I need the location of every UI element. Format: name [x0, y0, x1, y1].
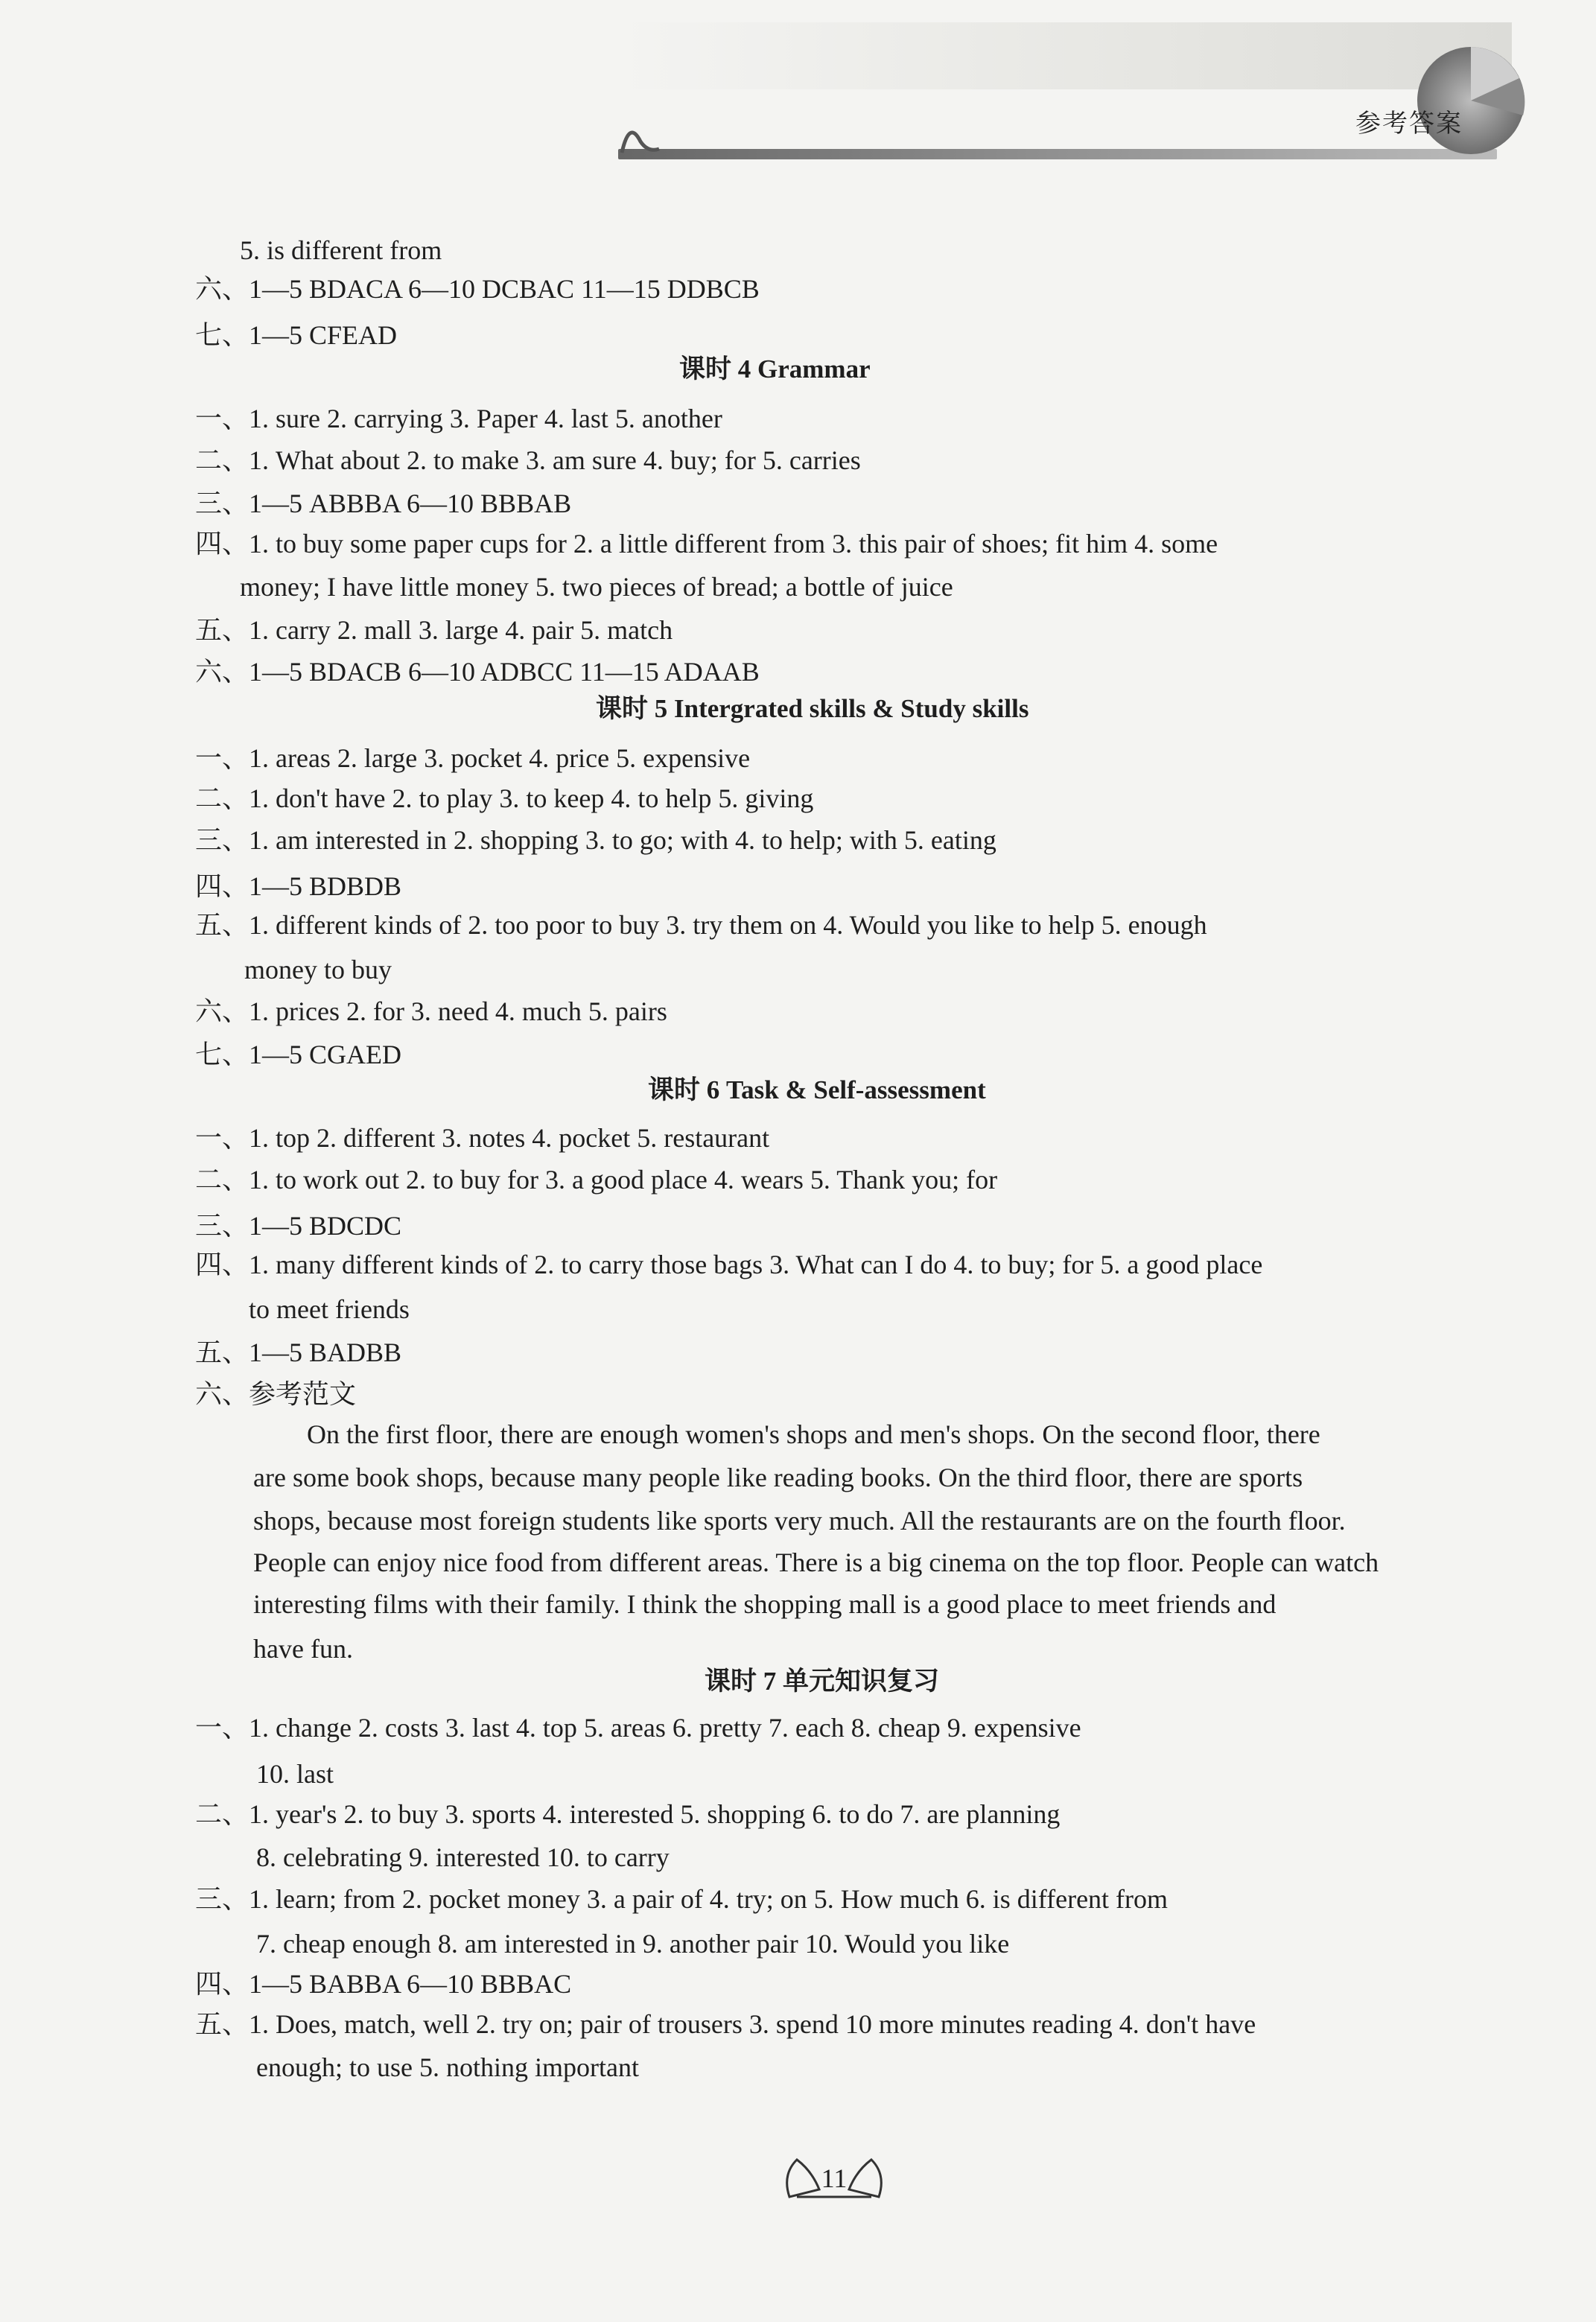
header-title: 参考答案	[1355, 109, 1463, 139]
answer-line: 七、1—5 CGAED	[195, 1040, 401, 1069]
lesson-heading: 课时 7 单元知识复习	[705, 1667, 940, 1696]
answer-line: 二、1. don't have 2. to play 3. to keep 4. to help 5. giving	[195, 783, 814, 813]
answer-line: 五、1—5 BADBB	[195, 1337, 402, 1367]
answer-line: 四、1. many different kinds of 2. to carry those bags 3. What can I do 4. to buy; for 5. a good place	[195, 1250, 1263, 1279]
answer-line: 三、1. learn; from 2. pocket money 3. a pair of 4. try; on 5. How much 6. is different from	[195, 1884, 1169, 1914]
answer-line: money; I have little money 5. two pieces of bread; a bottle of juice	[240, 572, 953, 602]
lesson-heading: 课时 4 Grammar	[679, 354, 871, 384]
essay-line: People can enjoy nice food from different areas. There is a big cinema on the top floor. People can watch	[253, 1548, 1379, 1577]
essay-line: On the first floor, there are enough women's shops and men's shops. On the second floor, there	[307, 1419, 1320, 1449]
answer-line: 四、1. to buy some paper cups for 2. a little different from 3. this pair of shoes; fit him 4. some	[195, 529, 1218, 559]
essay-line: are some book shops, because many people like reading books. On the third floor, there are sports	[253, 1463, 1303, 1492]
lesson-heading: 课时 6 Task & Self-assessment	[648, 1075, 986, 1104]
answer-line: 8. celebrating 9. interested 10. to carry	[256, 1842, 670, 1872]
answer-line: 一、1. sure 2. carrying 3. Paper 4. last 5. another	[195, 404, 722, 433]
answer-line: 五、1. different kinds of 2. too poor to buy 3. try them on 4. Would you like to help 5. enough	[195, 910, 1207, 940]
answer-line: 一、1. change 2. costs 3. last 4. top 5. areas 6. pretty 7. each 8. cheap 9. expensive	[195, 1713, 1081, 1743]
page-number-badge	[775, 2145, 894, 2204]
essay-line: interesting films with their family. I think the shopping mall is a good place to meet friends and	[253, 1589, 1277, 1619]
answer-line: 二、1. What about 2. to make 3. am sure 4. buy; for 5. carries	[195, 445, 861, 475]
answer-line: to meet friends	[249, 1294, 410, 1324]
answer-line: 一、1. areas 2. large 3. pocket 4. price 5. expensive	[195, 743, 751, 773]
answer-line: 一、1. top 2. different 3. notes 4. pocket 5. restaurant	[195, 1123, 770, 1153]
answer-line: 7. cheap enough 8. am interested in 9. another pair 10. Would you like	[256, 1929, 1010, 1959]
answer-line: 六、1. prices 2. for 3. need 4. much 5. pairs	[195, 996, 667, 1026]
answer-line: 二、1. year's 2. to buy 3. sports 4. interested 5. shopping 6. to do 7. are planning	[195, 1799, 1061, 1829]
essay-line: shops, because most foreign students like sports very much. All the restaurants are on the fourth floor.	[253, 1506, 1346, 1536]
answer-line: 三、1—5 ABBBA 6—10 BBBAB	[195, 489, 572, 518]
answer-line: 10. last	[256, 1759, 334, 1789]
answer-line: 六、1—5 BDACB 6—10 ADBCC 11—15 ADAAB	[195, 657, 760, 687]
answer-line: 5. is different from	[240, 235, 442, 265]
answer-line: 三、1—5 BDCDC	[195, 1211, 402, 1241]
answer-line: 四、1—5 BDBDB	[195, 871, 402, 901]
essay-line: have fun.	[253, 1634, 353, 1664]
answer-line: 四、1—5 BABBA 6—10 BBBAC	[195, 1969, 572, 1999]
page-number: 11	[821, 2163, 848, 2193]
answer-line: 二、1. to work out 2. to buy for 3. a good place 4. wears 5. Thank you; for	[195, 1165, 998, 1195]
answer-line: 三、1. am interested in 2. shopping 3. to go; with 4. to help; with 5. eating	[195, 825, 996, 855]
answer-line: 七、1—5 CFEAD	[195, 320, 398, 350]
answer-line: 五、1. carry 2. mall 3. large 4. pair 5. match	[195, 615, 673, 645]
answer-line: 五、1. Does, match, well 2. try on; pair of trousers 3. spend 10 more minutes reading 4. don't have	[195, 2009, 1256, 2039]
answer-line: 六、参考范文	[195, 1379, 357, 1409]
answer-line: money to buy	[244, 955, 392, 985]
answer-line: enough; to use 5. nothing important	[256, 2052, 639, 2082]
lesson-heading: 课时 5 Intergrated skills & Study skills	[596, 694, 1029, 723]
answer-line: 六、1—5 BDACA 6—10 DCBAC 11—15 DDBCB	[195, 274, 760, 304]
